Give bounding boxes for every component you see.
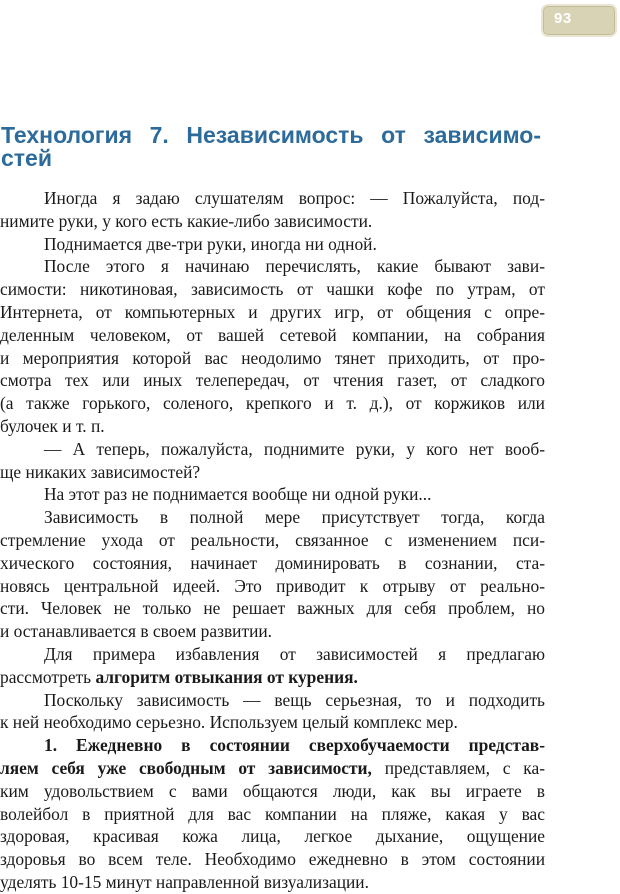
- text-line: новясь центральной идеей. Это приводит к отрыву от реально-: [0, 575, 545, 596]
- text-line: (а также горького, соленого, крепкого и т. д.), от коржиков или: [0, 393, 545, 414]
- paragraph: [0, 233, 545, 256]
- page-number-badge: [541, 4, 617, 37]
- page-number: 93: [554, 10, 572, 27]
- text-line: уделять 10-15 минут направленной визуализации.: [0, 871, 369, 892]
- text-line: [0, 666, 545, 689]
- text-line: [0, 734, 545, 757]
- paragraph: [0, 438, 545, 484]
- text-line: нимите руки, у кого есть какие-либо зависимости.: [0, 210, 373, 231]
- text-line: здоровая, красивая кожа лица, легкое дыхание, ощущение: [0, 826, 545, 847]
- text-segment: представляем, с ка-: [371, 757, 545, 778]
- text-line: Интернета, от компьютерных и других игр, от общения с опре-: [0, 301, 545, 322]
- text-line: На этот раз не поднимается вообще ни одной руки...: [44, 484, 432, 505]
- paragraph: [0, 734, 545, 894]
- paragraph: [0, 506, 545, 643]
- text-line: Поднимается две-три руки, иногда ни одной.: [44, 233, 377, 254]
- text-line: смотра тех или иных телепередач, от чтения газет, от сладкого: [0, 370, 545, 391]
- text-line: к ней необходимо серьезно. Используем целый комплекс мер.: [0, 712, 458, 733]
- text-line: и мероприятия которой вас неодолимо тянет приходить, от про-: [0, 347, 545, 368]
- text-line: стремление ухода от реальности, связанное с изменением пси-: [0, 529, 545, 550]
- paragraph: [0, 643, 545, 689]
- chapter-title: [1, 119, 541, 171]
- text-line: Иногда я задаю слушателям вопрос: — Пожалуйста, под-: [44, 188, 545, 208]
- paragraph: [0, 187, 545, 233]
- text-line: ким удовольствием с вами общаются люди, как вы играете в: [0, 780, 545, 801]
- bold-phrase: 1. Ежедневно в состоянии сверхобучаемости представ-: [44, 735, 545, 756]
- chapter-title-line: Технология 7. Независимость от зависимо-: [1, 122, 541, 148]
- text-line: Поскольку зависимость — вещь серьезная, то и подходить: [44, 689, 545, 710]
- body-text: [0, 187, 545, 894]
- text-line: [0, 757, 545, 780]
- text-line: Для примера избавления от зависимостей я предлагаю: [44, 643, 545, 664]
- text-line: ще никаких зависимостей?: [0, 461, 201, 482]
- text-segment: рассмотреть: [0, 666, 96, 687]
- text-line: здоровья во всем теле. Необходимо ежедневно в этом состоянии: [0, 849, 545, 870]
- paragraph: [0, 483, 545, 506]
- text-line: Зависимость в полной мере присутствует тогда, когда: [44, 507, 545, 528]
- paragraph: [0, 255, 545, 437]
- text-line: волейбол в приятной для вас компании на пляже, какая у вас: [0, 803, 545, 824]
- text-line: После этого я начинаю перечислять, какие бывают зави-: [44, 256, 545, 277]
- text-line: хического состояния, начинает доминировать в сознании, ста-: [0, 552, 545, 573]
- text-line: булочек и т. п.: [0, 415, 105, 436]
- text-line: — А теперь, пожалуйста, поднимите руки, у кого нет вооб-: [44, 438, 545, 459]
- text-line: деленным человеком, от вашей сетевой компании, на собрания: [0, 324, 545, 345]
- text-line: симости: никотиновая, зависимость от чашки кофе по утрам, от: [0, 279, 545, 300]
- text-line: и останавливается в своем развитии.: [0, 621, 273, 642]
- text-line: сти. Человек не только не решает важных для себя проблем, но: [0, 598, 545, 619]
- paragraph: [0, 689, 545, 735]
- bold-phrase: алгоритм отвыкания от курения.: [95, 666, 358, 687]
- bold-phrase: ляем себя уже свободным от зависимости,: [0, 757, 372, 778]
- chapter-title-line: стей: [1, 144, 52, 171]
